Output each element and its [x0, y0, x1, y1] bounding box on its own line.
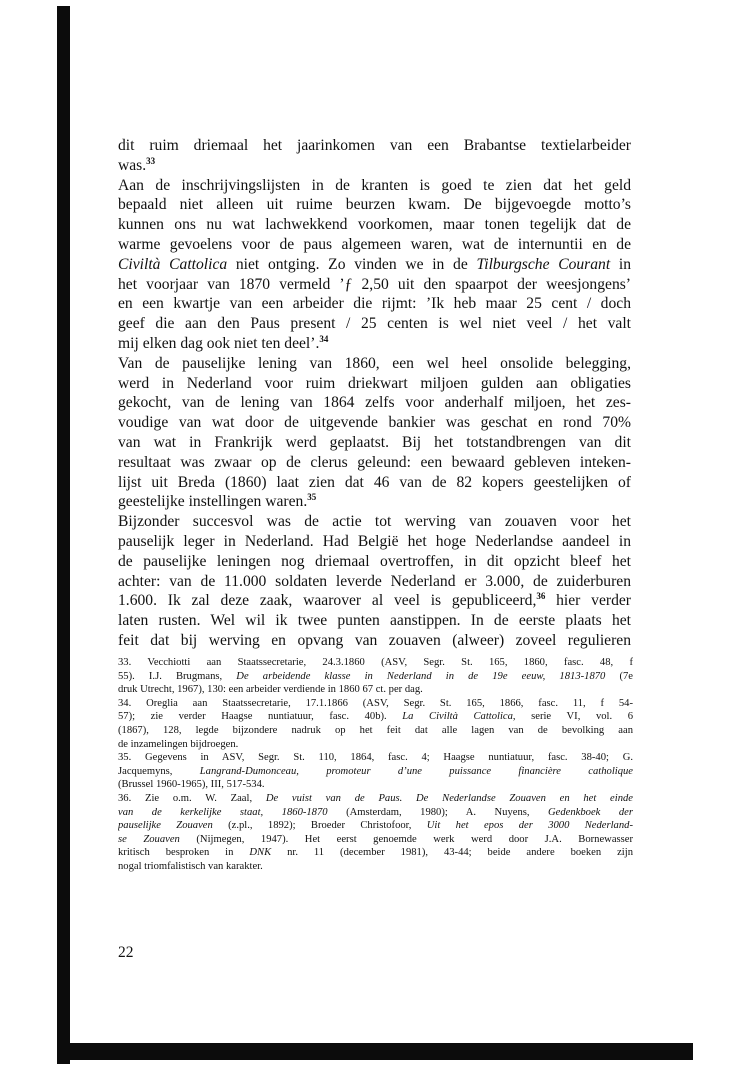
- body-line: [118, 453, 631, 473]
- footnote-line: [118, 738, 633, 752]
- body-line: [118, 275, 631, 295]
- line-text: feit dat bij werving en opvang van zouaven (alweer) zoveel regulieren: [118, 631, 631, 649]
- line-text: kunnen ons nu wat lachwekkend voorkomen, maar tonen tegelijk dat de: [118, 216, 631, 234]
- footnotes: [118, 656, 633, 874]
- line-text: was.: [118, 156, 147, 174]
- line-text: de pauselijke leningen nog driemaal overtroffen, in dit opzicht bleef het: [118, 552, 631, 570]
- footnote-line: pauselijke Zouaven (z.pl., 1892); Broeder Christofoor, Uit het epos der 3000 Nederland-: [118, 820, 633, 832]
- line-text: lijst uit Breda (1860) laat zien dat 46 van de 82 kopers geestelijken of: [118, 473, 631, 491]
- footnote-line: [118, 724, 633, 738]
- body-line: [118, 215, 631, 235]
- line-text: nogal triomfalistisch van karakter.: [118, 860, 263, 872]
- line-text: laten rusten. Wel wil ik twee punten aanstippen. In de eerste plaats het: [118, 612, 631, 630]
- footnote-line: kritisch besproken in DNK nr. 11 (december 1981), 43-44; beide andere boeken zijn: [118, 847, 633, 859]
- line-text: voudige van wat door de uitgevende bankier was geschat en rond 70%: [118, 414, 631, 432]
- line-text: dit ruim driemaal het jaarinkomen van een Brabantse textielarbeider: [118, 137, 631, 154]
- footnote-line: van de kerkelijke staat, 1860-1870 (Amsterdam, 1980); A. Nuyens, Gedenkboek der: [118, 806, 633, 818]
- body-text: [118, 136, 631, 651]
- body-line: [118, 591, 631, 611]
- line-text: Bijzonder succesvol was de actie tot werving van zouaven voor het: [118, 513, 631, 531]
- footnote-line: 55). I.J. Brugmans, De arbeidende klasse in Nederland in de 19e eeuw, 1813-1870 (7e: [118, 670, 633, 682]
- line-text: achter: van de 11.000 soldaten leverde Nederland er 3.000, de zuiderburen: [118, 572, 631, 590]
- line-text: pauselijk leger in Nederland. Had België het hoge Nederlandse aandeel in: [118, 532, 631, 550]
- line-text: druk Utrecht, 1967), 130: een arbeider verdiende in 1860 67 ct. per dag.: [118, 684, 423, 696]
- body-line: [118, 294, 631, 314]
- body-line: [118, 492, 631, 512]
- line-text: (Brussel 1960-1965), III, 517-534.: [118, 779, 265, 791]
- footnote-line: [118, 778, 633, 792]
- footnote-line: 36. Zie o.m. W. Zaal, De vuist van de Paus. De Nederlandse Zouaven en het einde: [118, 792, 633, 804]
- line-text: resultaat was zwaar op de clerus geleund: een bewaard gebleven inteken-: [118, 453, 631, 471]
- line-text: warme gevoelens voor de paus algemeen waren, wat de internuntii en de: [118, 235, 631, 253]
- body-line: [118, 136, 631, 156]
- body-line: [118, 176, 631, 196]
- line-text: 35. Gegevens in ASV, Segr. St. 110, 1864, fasc. 4; Haagse nuntiatuur, fasc. 38-40; G.: [118, 752, 633, 764]
- body-line: [118, 195, 631, 215]
- line-text: geestelijke instellingen waren.: [118, 493, 308, 511]
- line-text: het voorjaar van 1870 vermeld ’ƒ 2,50 uit den spaarpot der weesjongens’: [118, 275, 631, 293]
- footnote-line: [118, 697, 633, 711]
- footnote-line: [118, 860, 633, 874]
- body-line: [118, 393, 631, 413]
- line-text: van wat in Frankrijk werd geplaatst. Bij het totstandbrengen van dit: [118, 433, 631, 451]
- body-line: [118, 473, 631, 493]
- body-line: [118, 631, 631, 651]
- line-text: Van de pauselijke lening van 1860, een wel heel onsolide belegging,: [118, 354, 631, 372]
- footnote-marker: 34: [319, 333, 329, 344]
- body-line: [118, 512, 631, 532]
- line-text: bepaald niet alleen uit ruime beurzen kwam. De bijgevoegde motto’s: [118, 196, 631, 214]
- line-text: de inzamelingen bijdroegen.: [118, 738, 239, 750]
- body-line: [118, 572, 631, 592]
- footnote-line: 57); zie verder Haagse nuntiatuur, fasc. 40b). La Civiltà Cattolica, serie VI, vol. 6: [118, 711, 633, 723]
- line-text: gekocht, van de lening van 1864 zelfs voor anderhalf miljoen, het zes-: [118, 394, 631, 412]
- scan-border-bottom: [57, 1043, 693, 1060]
- body-line: [118, 552, 631, 572]
- body-line: Civiltà Cattolica niet ontging. Zo vinden we in de Tilburgsche Courant in: [118, 255, 631, 273]
- body-line: [118, 334, 631, 354]
- body-line: [118, 314, 631, 334]
- line-text: geef die aan den Paus present / 25 centen is wel niet veel / het valt: [118, 315, 631, 333]
- body-line: [118, 611, 631, 631]
- line-text: en een kwartje van een arbeider die rijmt: ’Ik heb maar 25 cent / doch: [118, 295, 631, 313]
- body-line: [118, 235, 631, 255]
- footnote-marker: 36: [536, 591, 546, 602]
- line-text: werd in Nederland voor ruim driekwart miljoen gulden aan obligaties: [118, 374, 631, 392]
- body-line: [118, 374, 631, 394]
- body-line: [118, 433, 631, 453]
- body-line: [118, 156, 631, 176]
- scan-border-left: [57, 6, 70, 1064]
- line-text-continued: hier verder: [545, 592, 631, 610]
- line-text: 1.600. Ik zal deze zaak, waarover al veel is gepubliceerd,: [118, 592, 537, 610]
- footnote-marker: 33: [146, 155, 156, 166]
- line-text: 34. Oreglia aan Staatssecretarie, 17.1.1866 (ASV, Segr. St. 165, 1866, fasc. 11, f 54-: [118, 697, 633, 709]
- footnote-line: [118, 656, 633, 670]
- footnote-marker: 35: [307, 492, 317, 503]
- line-text: (1867), 128, legde bijzondere nadruk op het feit dat alle lagen van de bevolking aan: [118, 724, 633, 736]
- line-text: 33. Vecchiotti aan Staatssecretarie, 24.3.1860 (ASV, Segr. St. 165, 1860, fasc. 48, f: [118, 657, 633, 668]
- line-text: mij elken dag ook niet ten deel’.: [118, 334, 320, 352]
- page-number: 22: [118, 944, 134, 961]
- footnote-line: se Zouaven (Nijmegen, 1947). Het eerst genoemde werk werd door J.A. Bornewasser: [118, 833, 633, 845]
- body-line: [118, 532, 631, 552]
- footnote-line: [118, 683, 633, 697]
- body-line: [118, 354, 631, 374]
- body-line: [118, 413, 631, 433]
- footnote-line: Jacquemyns, Langrand-Dumonceau, promoteur d’une puissance financière catholique: [118, 765, 633, 777]
- line-text: Aan de inschrijvingslijsten in de kranten is goed te zien dat het geld: [118, 176, 631, 194]
- footnote-line: [118, 751, 633, 765]
